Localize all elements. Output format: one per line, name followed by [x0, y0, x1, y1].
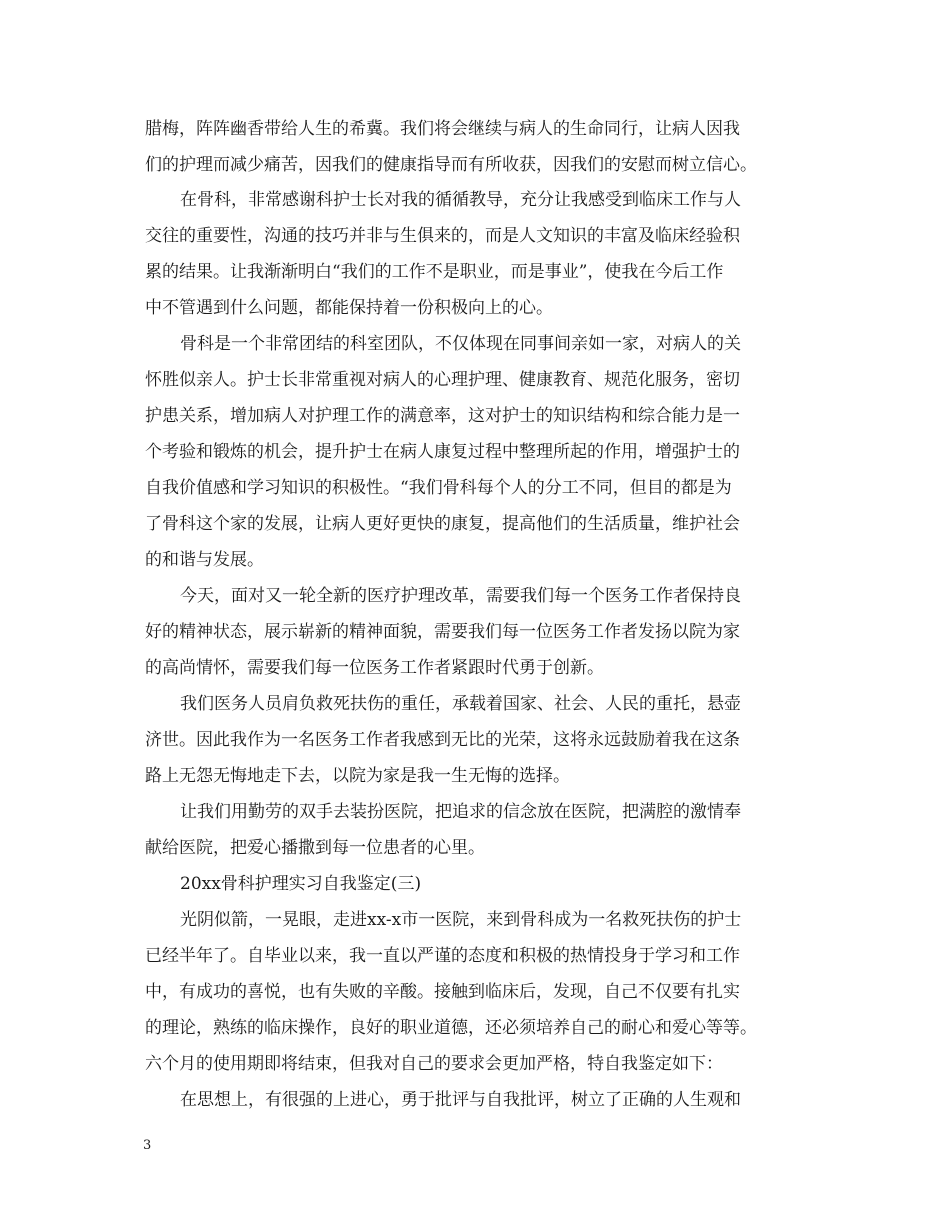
text-line: 路上无怨无悔地走下去，以院为家是我一生无悔的选择。: [145, 766, 570, 786]
text-line: 六个月的使用期即将结束，但我对自己的要求会更加严格，特自我鉴定如下：: [145, 1054, 723, 1074]
text-line: 腊梅，阵阵幽香带给人生的希冀。我们将会继续与病人的生命同行，让病人因我: [145, 119, 740, 139]
paragraph-first-line: 在骨科，非常感谢科护士长对我的循循教导，充分让我感受到临床工作与人: [180, 190, 741, 210]
paragraph-first-line: 让我们用勤劳的双手去装扮医院，把追求的信念放在医院，把满腔的激情奉: [180, 802, 741, 822]
text-line: 献给医院，把爱心播撒到每一位患者的心里。: [145, 838, 485, 858]
paragraph-first-line: 骨科是一个非常团结的科室团队，不仅体现在同事间亲如一家，对病人的关: [180, 334, 741, 354]
text-line: 的理论，熟练的临床操作，良好的职业道德，还必须培养自己的耐心和爱心等等。: [145, 1018, 757, 1038]
page-number: 3: [143, 1138, 152, 1153]
paragraph-first-line: 我们医务人员肩负救死扶伤的重任，承载着国家、社会、人民的重托，悬壶: [180, 694, 741, 714]
text-line: 中，有成功的喜悦，也有失败的辛酸。接触到临床后，发现，自己不仅要有扎实: [145, 982, 740, 1002]
paragraph-first-line: 光阴似箭，一晃眼，走进xx-x市一医院，来到骨科成为一名救死扶伤的护士: [180, 910, 742, 930]
text-line: 好的精神状态，展示崭新的精神面貌，需要我们每一位医务工作者发扬以院为家: [145, 622, 740, 642]
text-line: 自我价值感和学习知识的积极性。“我们骨科每个人的分工不同，但目的都是为: [145, 478, 732, 498]
text-line: 中不管遇到什么问题，都能保持着一份积极向上的心。: [145, 298, 553, 318]
text-line: 累的结果。让我渐渐明白“我们的工作不是职业，而是事业”，使我在今后工作: [145, 262, 724, 282]
text-line: 们的护理而减少痛苦，因我们的健康指导而有所收获，因我们的安慰而树立信心。: [145, 155, 757, 175]
text-line: 护患关系，增加病人对护理工作的满意率，这对护士的知识结构和综合能力是一: [145, 406, 740, 426]
text-line: 已经半年了。自毕业以来，我一直以严谨的态度和积极的热情投身于学习和工作: [145, 946, 740, 966]
text-line: 的和谐与发展。: [145, 550, 264, 570]
text-line: 个考验和锻炼的机会，提升护士在病人康复过程中整理所起的作用，增强护士的: [145, 442, 740, 462]
text-line: 了骨科这个家的发展，让病人更好更快的康复，提高他们的生活质量，维护社会: [145, 514, 740, 534]
text-line: 交往的重要性，沟通的技巧并非与生俱来的，而是人文知识的丰富及临床经验积: [145, 226, 740, 246]
section-heading: 20xx骨科护理实习自我鉴定(三): [180, 874, 422, 894]
text-line: 济世。因此我作为一名医务工作者我感到无比的光荣，这将永远鼓励着我在这条: [145, 730, 740, 750]
text-line: 怀胜似亲人。护士长非常重视对病人的心理护理、健康教育、规范化服务，密切: [145, 370, 740, 390]
paragraph-first-line: 今天，面对又一轮全新的医疗护理改革，需要我们每一个医务工作者保持良: [180, 586, 741, 606]
text-line: 的高尚情怀，需要我们每一位医务工作者紧跟时代勇于创新。: [145, 658, 604, 678]
paragraph-first-line: 在思想上，有很强的上进心，勇于批评与自我批评，树立了正确的人生观和: [180, 1090, 741, 1110]
